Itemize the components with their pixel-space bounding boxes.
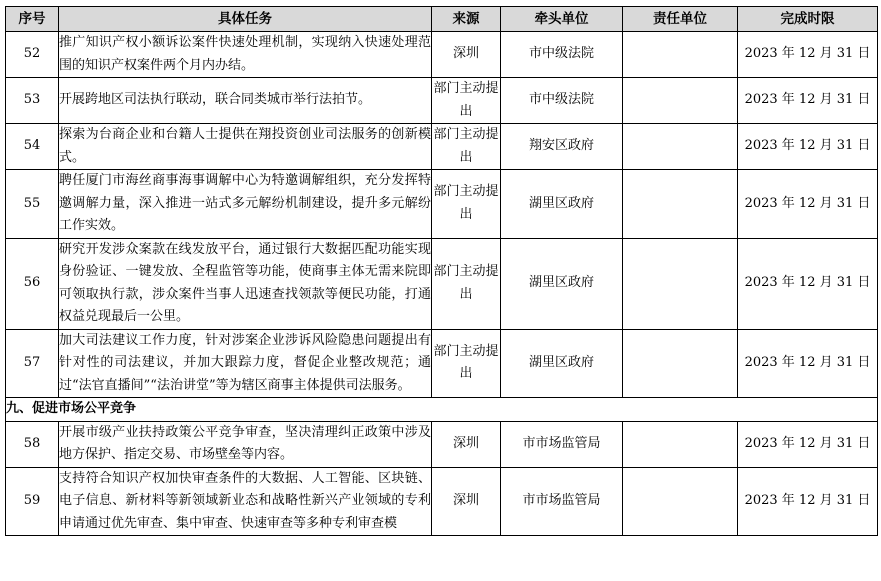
lead-unit-cell: 湖里区政府 [501, 170, 623, 239]
section-row [6, 398, 878, 422]
lead-unit-cell: 湖里区政府 [501, 238, 623, 329]
deadline-cell: 2023 年 12 月 31 日 [738, 329, 878, 398]
row-number: 58 [6, 421, 59, 467]
row-number: 59 [6, 467, 59, 536]
responsible-unit-cell [623, 32, 738, 78]
row-number: 55 [6, 170, 59, 239]
source-cell: 部门主动提出 [432, 329, 501, 398]
header-task: 具体任务 [59, 7, 432, 32]
header-responsible-unit: 责任单位 [623, 7, 738, 32]
header-seq: 序号 [6, 7, 59, 32]
task-text: 开展跨地区司法执行联动，联合同类城市举行法拍节。 [59, 78, 432, 124]
source-cell: 深圳 [432, 421, 501, 467]
row-number: 56 [6, 238, 59, 329]
source-cell: 部门主动提出 [432, 78, 501, 124]
deadline-cell: 2023 年 12 月 31 日 [738, 32, 878, 78]
deadline-cell: 2023 年 12 月 31 日 [738, 124, 878, 170]
section-heading: 九、促进市场公平竞争 [6, 398, 878, 422]
header-source: 来源 [432, 7, 501, 32]
table-row [6, 170, 878, 239]
task-text: 支持符合知识产权加快审查条件的大数据、人工智能、区块链、电子信息、新材料等新领域新业态和战略性新兴产业领域的专利申请通过优先审查、集中审查、快速审查等多种专利审查模 [59, 467, 432, 536]
task-text: 开展市级产业扶持政策公平竞争审查，坚决清理纠正政策中涉及地方保护、指定交易、市场壁垒等内容。 [59, 421, 432, 467]
header-deadline: 完成时限 [738, 7, 878, 32]
deadline-cell: 2023 年 12 月 31 日 [738, 467, 878, 536]
table-row [6, 467, 878, 536]
source-cell: 部门主动提出 [432, 170, 501, 239]
source-cell: 部门主动提出 [432, 124, 501, 170]
task-text: 推广知识产权小额诉讼案件快速处理机制，实现纳入快速处理范围的知识产权案件两个月内办结。 [59, 32, 432, 78]
responsible-unit-cell [623, 170, 738, 239]
lead-unit-cell: 市中级法院 [501, 78, 623, 124]
responsible-unit-cell [623, 421, 738, 467]
row-number: 54 [6, 124, 59, 170]
row-number: 52 [6, 32, 59, 78]
responsible-unit-cell [623, 467, 738, 536]
lead-unit-cell: 翔安区政府 [501, 124, 623, 170]
table-row [6, 124, 878, 170]
source-cell: 深圳 [432, 32, 501, 78]
source-cell: 深圳 [432, 467, 501, 536]
responsible-unit-cell [623, 124, 738, 170]
table-row [6, 238, 878, 329]
responsible-unit-cell [623, 238, 738, 329]
table-row [6, 421, 878, 467]
row-number: 57 [6, 329, 59, 398]
header-row [6, 7, 878, 32]
table-row [6, 329, 878, 398]
lead-unit-cell: 市市场监管局 [501, 421, 623, 467]
lead-unit-cell: 市中级法院 [501, 32, 623, 78]
task-text: 聘任厦门市海丝商事海事调解中心为特邀调解组织，充分发挥特邀调解力量，深入推进一站式多元解纷机制建设，提升多元解纷工作实效。 [59, 170, 432, 239]
deadline-cell: 2023 年 12 月 31 日 [738, 170, 878, 239]
task-text: 探索为台商企业和台籍人士提供在翔投资创业司法服务的创新模式。 [59, 124, 432, 170]
responsible-unit-cell [623, 78, 738, 124]
lead-unit-cell: 湖里区政府 [501, 329, 623, 398]
task-text: 研究开发涉众案款在线发放平台，通过银行大数据匹配功能实现身份验证、一键发放、全程监管等功能，使商事主体无需来院即可领取执行款，涉众案件当事人迅速查找领款等便民功能，打通权益兑现最后一公里。 [59, 238, 432, 329]
lead-unit-cell: 市市场监管局 [501, 467, 623, 536]
table-row [6, 32, 878, 78]
task-table [5, 6, 878, 536]
deadline-cell: 2023 年 12 月 31 日 [738, 78, 878, 124]
source-cell: 部门主动提出 [432, 238, 501, 329]
deadline-cell: 2023 年 12 月 31 日 [738, 421, 878, 467]
deadline-cell: 2023 年 12 月 31 日 [738, 238, 878, 329]
header-lead-unit: 牵头单位 [501, 7, 623, 32]
table-row [6, 78, 878, 124]
row-number: 53 [6, 78, 59, 124]
task-text: 加大司法建议工作力度，针对涉案企业涉诉风险隐患问题提出有针对性的司法建议，并加大跟踪力度，督促企业整改规范；通过“法官直播间”“法治讲堂”等为辖区商事主体提供司法服务。 [59, 329, 432, 398]
responsible-unit-cell [623, 329, 738, 398]
